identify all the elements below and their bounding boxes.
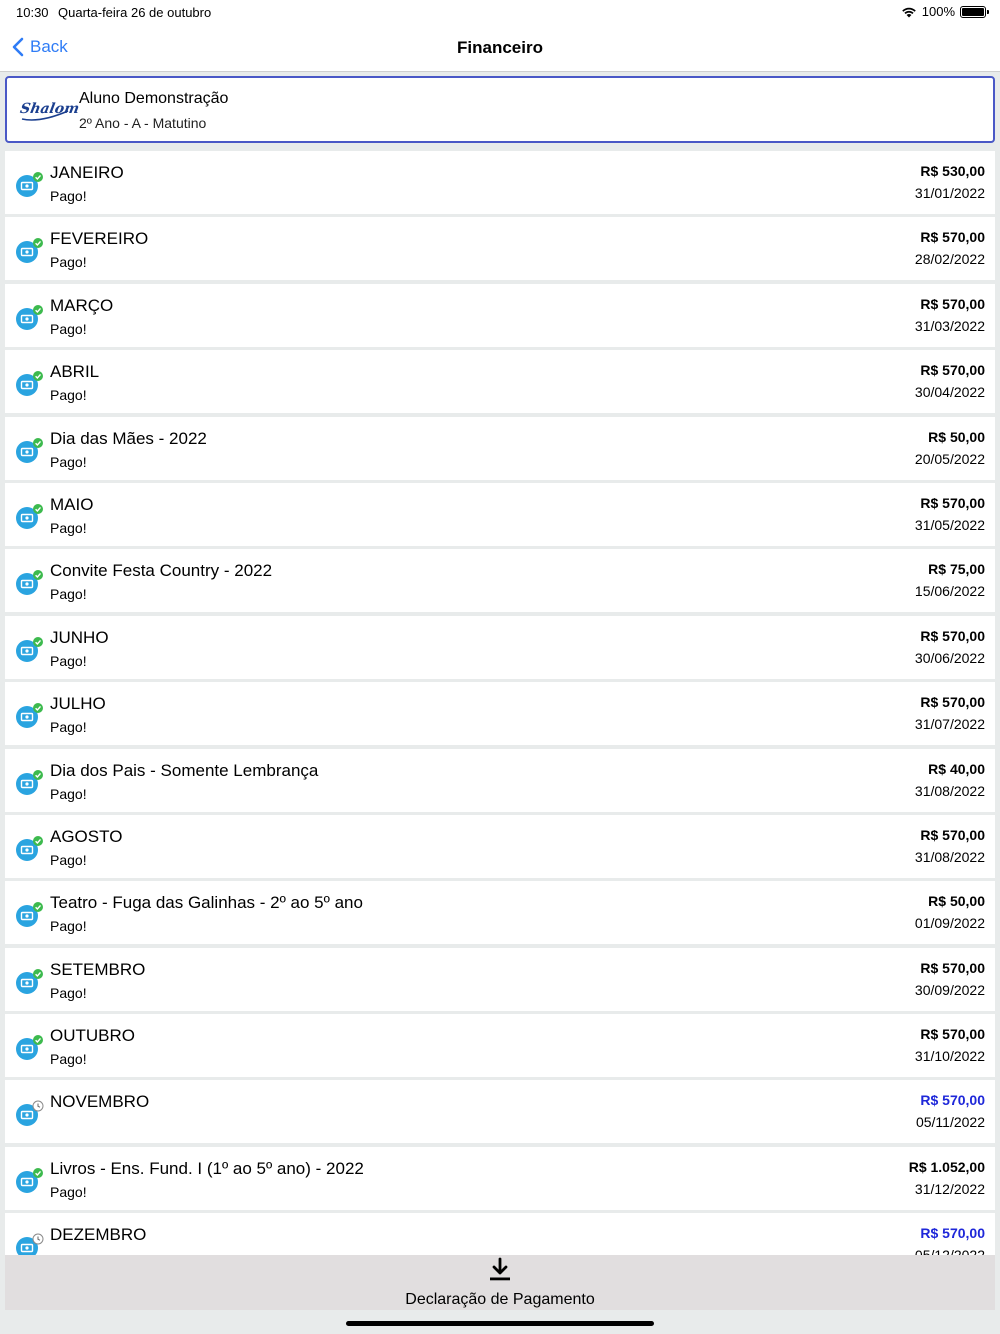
payment-status: Pago! [50,188,87,204]
home-indicator[interactable] [346,1321,654,1326]
payment-due-date: 28/02/2022 [914,251,985,268]
money-icon [15,1034,45,1064]
payment-title: OUTUBRO [50,1026,135,1046]
payment-row[interactable] [5,549,995,612]
payment-title: MARÇO [50,295,114,315]
status-right [901,4,986,19]
payment-amount: R$ 40,00 [928,760,985,777]
status-bar [0,0,1000,24]
payment-amount: R$ 570,00 [920,1092,985,1109]
money-icon [15,835,45,865]
paid-check-icon [33,570,43,580]
paid-check-icon [33,770,43,780]
pending-clock-icon [33,1101,43,1111]
payment-due-date: 05/11/2022 [915,1114,985,1131]
paid-check-icon [33,836,43,846]
navigation-bar [0,24,1000,72]
money-icon [15,769,45,799]
payment-row[interactable] [5,616,995,679]
payment-status: Pago! [50,254,87,271]
payment-title: MAIO [50,494,94,514]
payment-amount: R$ 50,00 [928,428,985,445]
student-card[interactable] [5,76,995,143]
payment-status: Pago! [50,320,87,337]
payment-status: Pago! [50,851,87,868]
paid-check-icon [33,238,43,248]
payment-title: Convite Festa Country - 2022 [50,561,273,581]
student-name: Aluno Demonstração [79,90,229,107]
money-icon [15,702,45,732]
payment-due-date: 31/12/2022 [914,1180,985,1197]
payment-row[interactable] [5,815,995,878]
status-date: Quarta-feira 26 de outubro [58,5,212,20]
paid-check-icon [33,637,43,647]
payment-due-date: 31/08/2022 [914,782,985,799]
money-icon [15,237,45,267]
payment-row[interactable] [5,682,995,745]
payment-amount: R$ 570,00 [920,826,985,843]
payment-status: Pago! [50,1183,87,1200]
payment-title: JULHO [50,694,106,714]
payment-row[interactable] [5,1147,995,1210]
payment-title: ABRIL [50,362,100,382]
payment-title: Teatro - Fuga das Galinhas - 2º ao 5º ano [50,893,363,913]
page-title: Financeiro [457,38,543,57]
battery-icon [960,6,986,18]
paid-check-icon [33,305,43,315]
payment-amount: R$ 570,00 [920,959,985,976]
status-time: 10:30 [16,5,49,20]
payment-declaration-label: Declaração de Pagamento [405,1291,595,1308]
payment-row[interactable] [5,417,995,480]
payment-due-date: 01/09/2022 [914,915,985,932]
money-icon [15,304,45,334]
payment-title: AGOSTO [50,826,123,846]
money-icon [15,437,45,467]
payment-title: NOVEMBRO [50,1092,150,1112]
payment-amount: R$ 570,00 [920,1225,985,1242]
money-icon [15,968,45,998]
paid-check-icon [33,504,43,514]
payment-status: Pago! [50,586,87,603]
payment-amount: R$ 75,00 [928,561,985,578]
money-icon [15,171,45,201]
payment-title: SETEMBRO [50,959,146,979]
payment-amount: R$ 570,00 [920,627,985,644]
payment-title: DEZEMBRO [50,1225,147,1245]
paid-check-icon [33,1035,43,1045]
payment-row[interactable] [5,350,995,413]
money-icon [15,370,45,400]
payment-due-date: 30/09/2022 [914,981,985,998]
payment-due-date: 31/03/2022 [914,317,985,334]
payment-due-date: 15/06/2022 [914,583,985,600]
payment-status: Pago! [50,387,87,404]
payment-due-date: 31/07/2022 [914,716,985,733]
payment-due-date: 30/06/2022 [914,649,985,666]
payment-title: Dia das Mães - 2022 [50,428,207,448]
payment-row[interactable] [5,1080,995,1143]
payment-row[interactable] [5,151,995,214]
payment-status: Pago! [50,1051,87,1068]
wifi-icon [901,6,917,18]
pending-clock-icon [33,1234,43,1244]
payment-amount: R$ 570,00 [920,229,985,246]
payment-due-date: 31/05/2022 [914,516,985,533]
paid-check-icon [33,969,43,979]
student-class: 2º Ano - A - Matutino [79,115,207,131]
payment-status: Pago! [50,984,87,1001]
payment-amount: R$ 570,00 [920,494,985,511]
school-logo [18,93,81,125]
payment-status: Pago! [50,785,87,802]
battery-percent: 100% [921,4,955,19]
payment-row[interactable] [5,749,995,812]
paid-check-icon [33,438,43,448]
payment-amount: R$ 1.052,00 [908,1158,985,1175]
payment-declaration-button[interactable] [5,1255,995,1310]
payment-row[interactable] [5,881,995,944]
payment-row[interactable] [5,1014,995,1077]
payment-status: Pago! [50,918,87,935]
payment-title: FEVEREIRO [50,229,149,249]
payment-title: JANEIRO [50,163,124,182]
money-icon [15,901,45,931]
paid-check-icon [33,172,43,182]
payment-row[interactable] [5,217,995,280]
payment-due-date: 30/04/2022 [914,384,985,401]
payment-amount: R$ 570,00 [920,694,985,711]
payment-due-date: 31/10/2022 [914,1048,985,1065]
payment-amount: R$ 570,00 [920,1026,985,1043]
payment-title: Livros - Ens. Fund. I (1º ao 5º ano) - 2022 [50,1158,364,1178]
money-icon [15,503,45,533]
paid-check-icon [33,703,43,713]
paid-check-icon [33,1168,43,1178]
svg-text:Shalom: Shalom [18,101,81,117]
payment-status: Pago! [50,519,87,536]
money-icon [15,636,45,666]
payment-status: Pago! [50,652,87,669]
payment-row[interactable] [5,284,995,347]
payment-due-date: 31/01/2022 [914,185,985,201]
payment-amount: R$ 570,00 [920,362,985,379]
payment-due-date: 31/08/2022 [914,848,985,865]
payment-due-date: 20/05/2022 [914,450,985,467]
payment-row[interactable] [5,483,995,546]
payment-row[interactable] [5,948,995,1011]
payment-amount: R$ 50,00 [928,893,985,910]
payment-title: JUNHO [50,627,109,647]
payment-amount: R$ 530,00 [920,163,985,179]
paid-check-icon [33,902,43,912]
money-icon [15,569,45,599]
money-icon [15,1167,45,1197]
payment-status: Pago! [50,453,87,470]
paid-check-icon [33,371,43,381]
payment-title: Dia dos Pais - Somente Lembrança [50,760,319,780]
payment-amount: R$ 570,00 [920,295,985,312]
money-icon [15,1100,45,1130]
download-icon [489,1257,511,1281]
payment-status: Pago! [50,719,87,736]
payments-list[interactable] [5,151,995,1248]
back-label: Back [30,37,68,56]
